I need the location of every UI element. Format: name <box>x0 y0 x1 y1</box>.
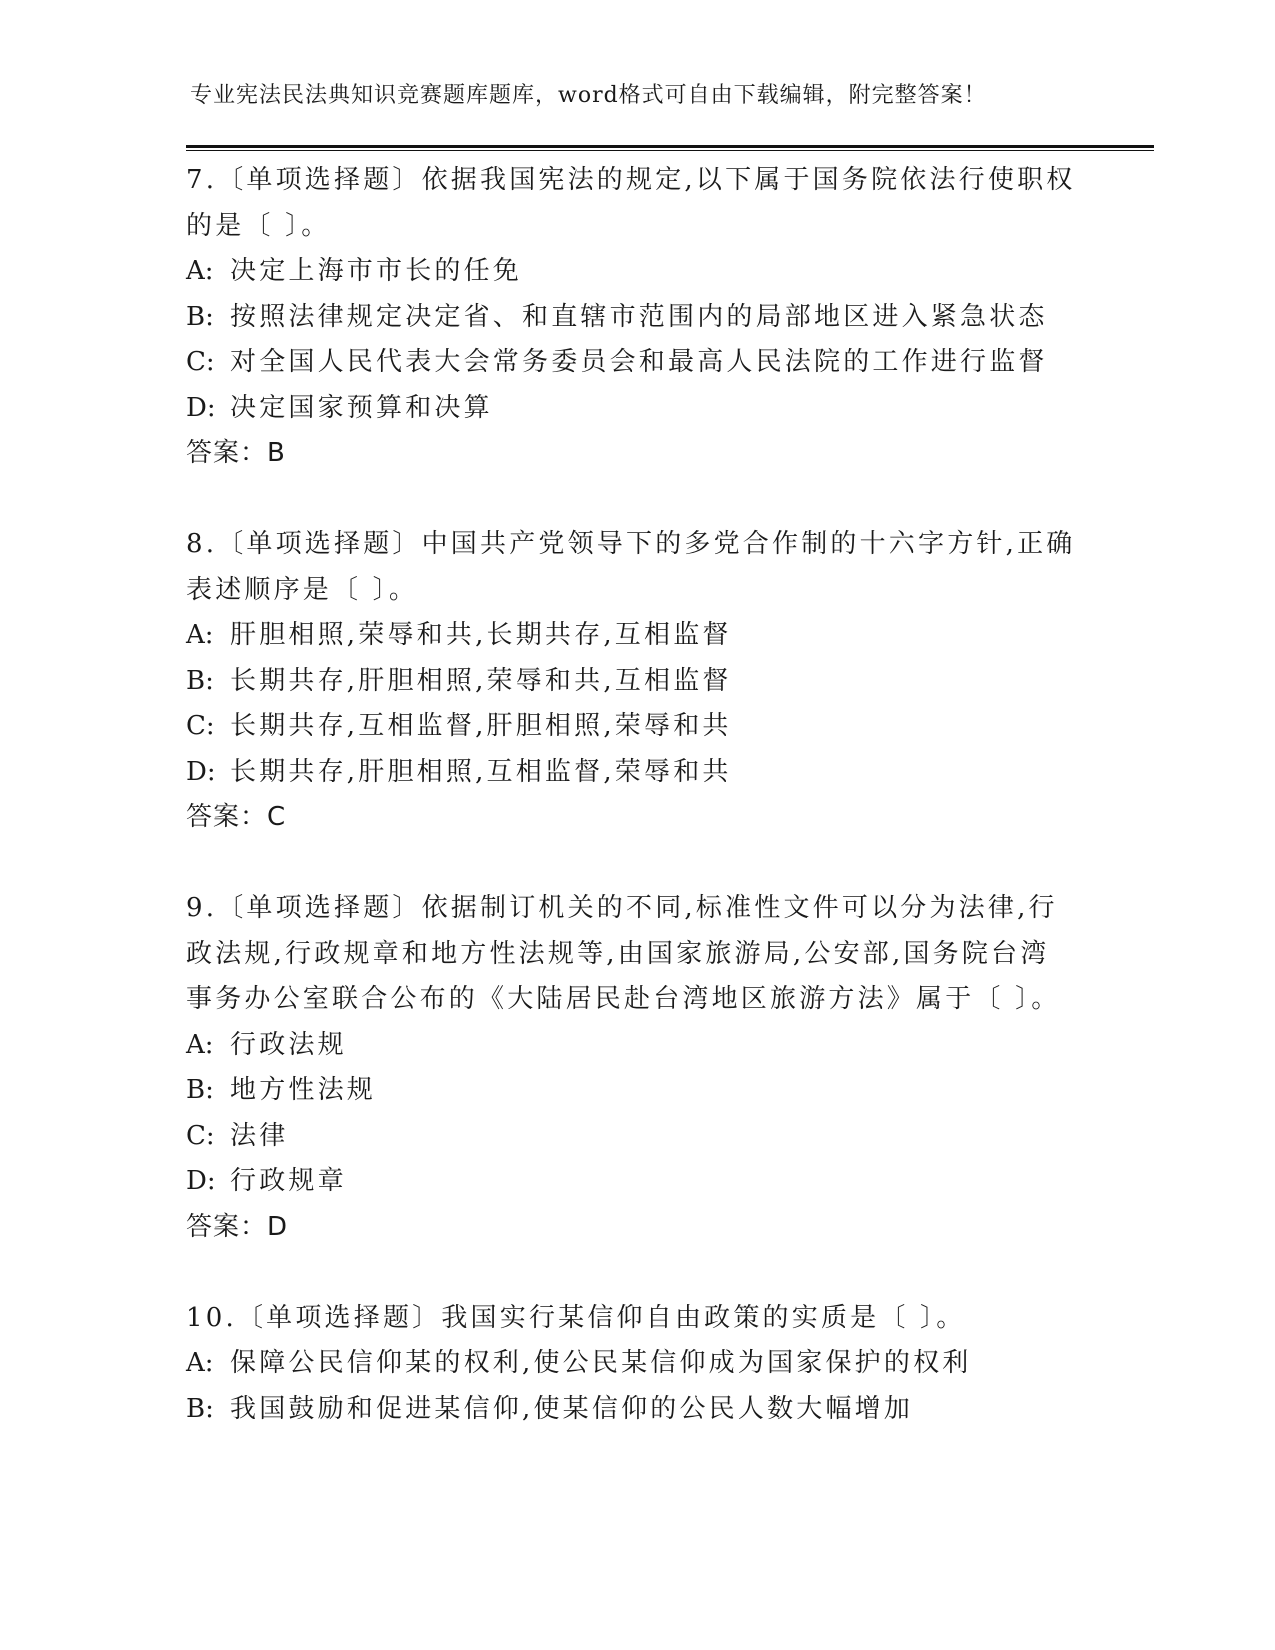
option-text: 决定国家预算和决算 <box>230 392 493 423</box>
option-letter: A: <box>186 1348 214 1378</box>
question-list <box>186 158 1086 1432</box>
spacer <box>186 1250 1086 1296</box>
option-a <box>186 249 1086 295</box>
option-text: 决定上海市市长的任免 <box>230 256 523 286</box>
spacer <box>186 841 1086 887</box>
option-letter: C: <box>186 1120 215 1151</box>
option-letter: D: <box>186 392 216 423</box>
option-text: 长期共存,互相监督,肝胆相照,荣辱和共 <box>230 711 732 741</box>
option-c <box>186 704 1086 750</box>
option-a <box>186 1341 1086 1387</box>
option-text: 对全国人民代表大会常务委员会和最高人民法院的工作进行监督 <box>230 347 1048 377</box>
option-c <box>186 340 1086 386</box>
question-7 <box>186 158 1086 477</box>
question-10 <box>186 1296 1086 1433</box>
option-text: 肝胆相照,荣辱和共,长期共存,互相监督 <box>230 620 732 650</box>
question-8 <box>186 522 1086 841</box>
option-a <box>186 613 1086 659</box>
answer-line: 答案：B <box>186 438 286 468</box>
option-letter: C: <box>186 347 215 377</box>
option-d <box>186 750 1086 796</box>
option-b <box>186 1387 1086 1433</box>
option-letter: B: <box>186 1075 214 1105</box>
option-d <box>186 386 1086 432</box>
option-letter: B: <box>186 665 214 696</box>
option-letter: B: <box>186 1393 214 1424</box>
answer-line: 答案：D <box>186 1211 289 1242</box>
option-c <box>186 1114 1086 1160</box>
option-b <box>186 659 1086 705</box>
question-stem: 7.〔单项选择题〕依据我国宪法的规定,以下属于国务院依法行使职权的是〔 〕。 <box>186 165 1076 241</box>
option-letter: D: <box>186 756 216 787</box>
option-d <box>186 1159 1086 1205</box>
header-rule-thick <box>186 145 1154 148</box>
option-letter: C: <box>186 711 215 741</box>
option-b <box>186 1068 1086 1114</box>
option-text: 行政规章 <box>230 1166 347 1196</box>
option-text: 长期共存,肝胆相照,互相监督,荣辱和共 <box>230 756 732 787</box>
option-text: 保障公民信仰某的权利,使公民某信仰成为国家保护的权利 <box>230 1348 972 1378</box>
option-text: 我国鼓励和促进某信仰,使某信仰的公民人数大幅增加 <box>230 1393 914 1424</box>
option-text: 行政法规 <box>230 1029 347 1060</box>
option-text: 按照法律规定决定省、和直辖市范围内的局部地区进入紧急状态 <box>230 301 1048 332</box>
option-text: 地方性法规 <box>230 1075 377 1105</box>
header-rule-thin <box>186 150 1154 151</box>
option-letter: D: <box>186 1166 216 1196</box>
spacer <box>186 477 1086 523</box>
option-letter: A: <box>186 1029 214 1060</box>
option-b <box>186 295 1086 341</box>
question-stem: 8.〔单项选择题〕中国共产党领导下的多党合作制的十六字方针,正确表述顺序是〔 〕。 <box>186 529 1076 605</box>
option-letter: A: <box>186 620 214 650</box>
page-header: 专业宪法民法典知识竞赛题库题库，word格式可自由下载编辑，附完整答案！ <box>190 83 987 108</box>
option-text: 法律 <box>230 1120 289 1151</box>
option-letter: B: <box>186 301 214 332</box>
question-stem: 9.〔单项选择题〕依据制订机关的不同,标准性文件可以分为法律,行政法规,行政规章和地方性法规等,由国家旅游局,公安部,国务院台湾事务办公室联合公布的《大陆居民赴台湾地区旅游方法》属于〔 〕。 <box>186 893 1061 1014</box>
option-text: 长期共存,肝胆相照,荣辱和共,互相监督 <box>230 665 732 696</box>
question-stem: 10.〔单项选择题〕我国实行某信仰自由政策的实质是〔 〕。 <box>186 1302 966 1333</box>
answer-line: 答案：C <box>186 802 287 832</box>
option-a <box>186 1023 1086 1069</box>
option-letter: A: <box>186 256 214 286</box>
question-9 <box>186 886 1086 1250</box>
